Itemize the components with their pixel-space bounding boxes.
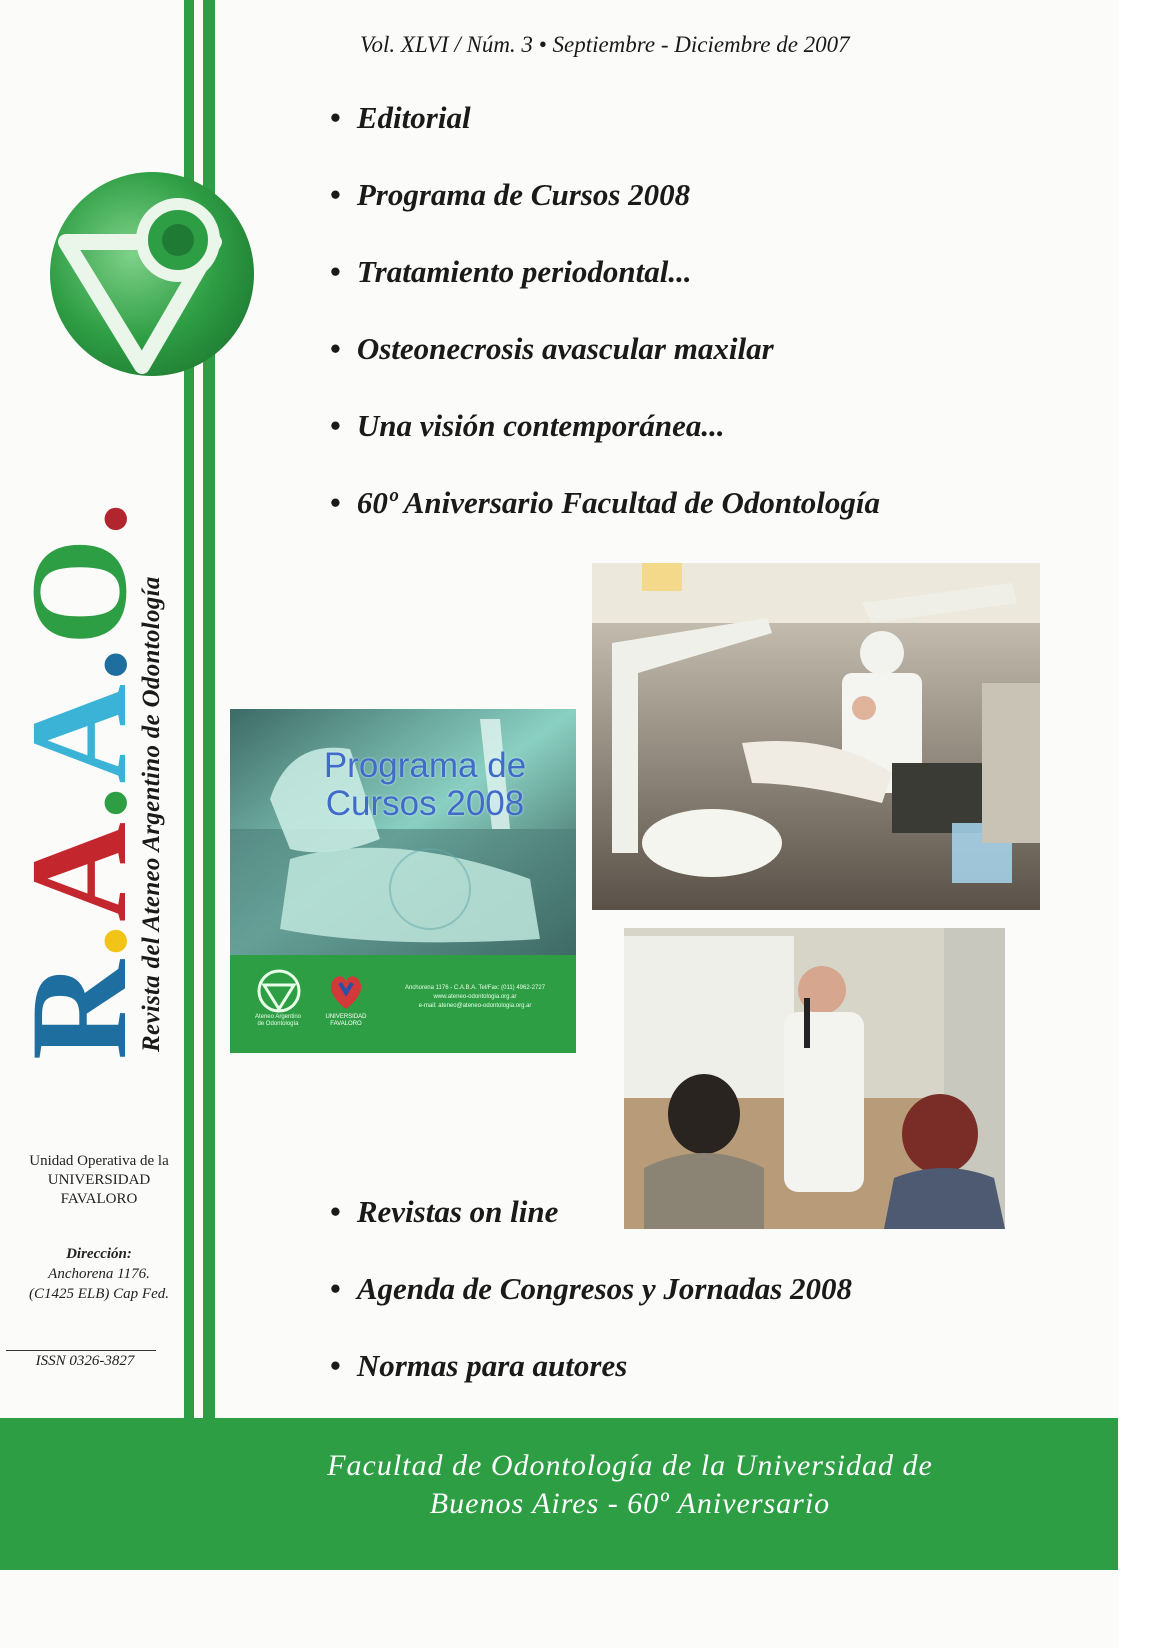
toc-item[interactable]: • Programa de Cursos 2008 [330, 177, 691, 212]
ateneo-small-logo-icon [252, 969, 306, 1013]
toc-item[interactable]: • Agenda de Congresos y Jornadas 2008 [330, 1271, 853, 1306]
ateneo-logo-icon [46, 168, 258, 380]
masthead-letters: R.A.A.O. [2, 499, 155, 1060]
issn: ISSN 0326-3827 [35, 1353, 135, 1369]
brochure-title: Programa de Cursos 2008 [323, 746, 527, 823]
toc-item[interactable]: • Osteonecrosis avascular maxilar [330, 331, 774, 366]
toc-item[interactable]: • Normas para autores [330, 1348, 628, 1383]
contents-list-top [330, 98, 880, 560]
volume-line: Vol. XLVI / Núm. 3 • Septiembre - Diciembre de 2007 [360, 32, 850, 57]
journal-subtitle: Revista del Ateneo Argentino de Odontología [138, 576, 165, 1052]
toc-item[interactable]: • Tratamiento periodontal... [330, 254, 692, 289]
page-edge [1118, 0, 1156, 1648]
course-program-brochure[interactable] [230, 709, 576, 1053]
lecture-photo [624, 928, 1005, 1229]
address-line: (C1425 ELB) Cap Fed. [29, 1286, 169, 1302]
unidad-operativa: Unidad Operativa de la UNIVERSIDAD FAVALORO [29, 1153, 169, 1207]
toc-item[interactable]: • Revistas on line [330, 1194, 559, 1229]
toc-item[interactable]: • Editorial [330, 100, 471, 135]
favaloro-heart-icon [326, 969, 366, 1013]
address-line: Anchorena 1176. [48, 1266, 150, 1282]
toc-item[interactable]: • Una visión contemporánea... [330, 408, 725, 443]
toc-item[interactable]: • 60º Aniversario Facultad de Odontología [330, 485, 880, 520]
address-heading: Dirección: [66, 1246, 132, 1262]
ateneo-small-label: Ateneo Argentino de Odontología [254, 1014, 302, 1027]
contents-list-bottom [330, 1192, 852, 1423]
issn-divider [6, 1350, 156, 1351]
masthead [2, 499, 200, 1060]
anniversary-banner: Facultad de Odontología de la Universidad de Buenos Aires - 60º Aniversario [327, 1449, 933, 1520]
address-block [4, 1244, 194, 1304]
favaloro-small-label: UNIVERSIDAD FAVALORO [325, 1014, 367, 1027]
dental-clinic-photo [592, 563, 1040, 910]
brochure-contact: Anchorena 1176 - C.A.B.A. Tel/Fax: (011) 4962-2727 www.ateneo-odontologia.org.ar e-mail: ateneo@ateneo-odontologia.org.ar [404, 985, 546, 1009]
